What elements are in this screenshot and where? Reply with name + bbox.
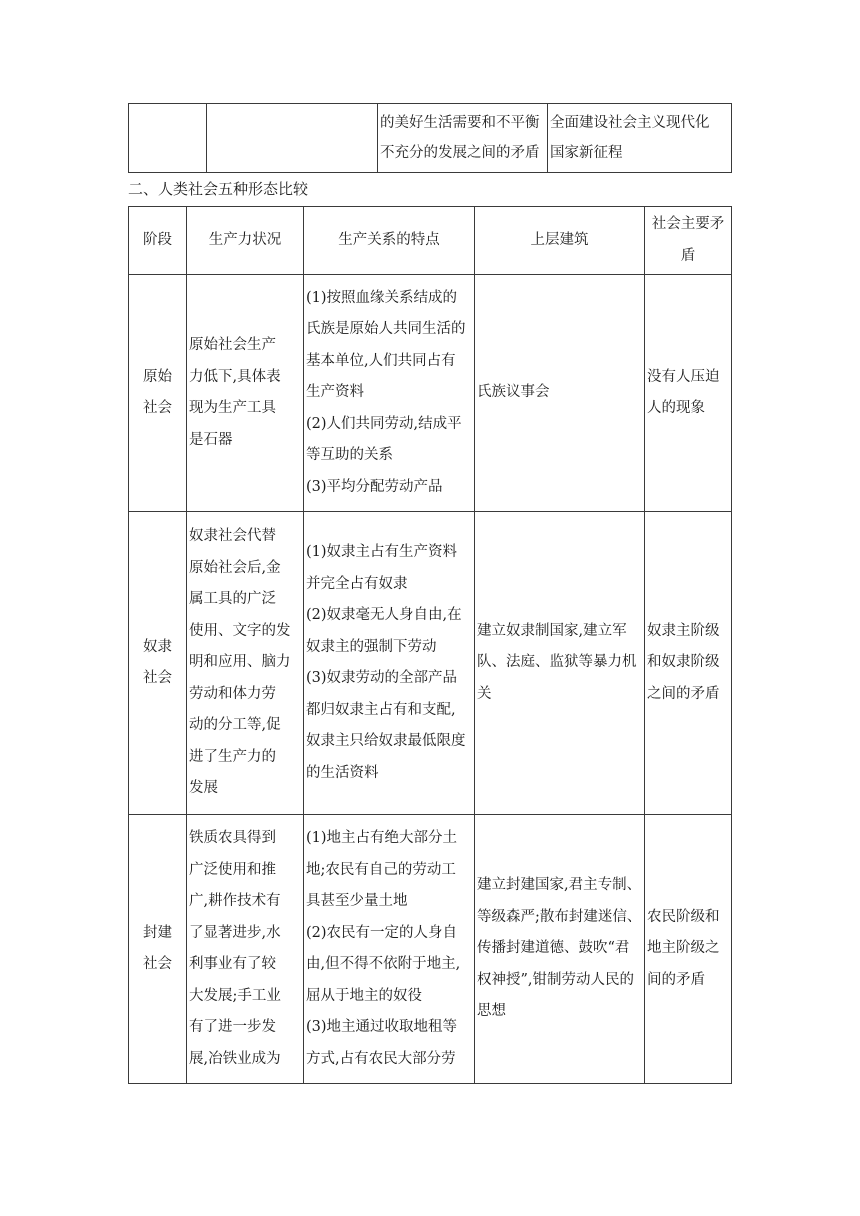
stage-cell: 封建 社会 [129, 815, 187, 1084]
table-row [129, 275, 732, 512]
stage-cell: 奴隶 社会 [129, 512, 187, 815]
productivity-cell: 奴隶社会代替 原始社会后,金 属工具的广泛 使用、文字的发 明和应用、脑力 劳动和体力劳 动的分工等,促 进了生产力的 发展 [187, 512, 304, 815]
contradiction-cell: 农民阶级和 地主阶级之 间的矛盾 [645, 815, 732, 1084]
society-comparison-table [128, 206, 732, 1084]
table-row [129, 104, 732, 173]
productivity-cell: 原始社会生产 力低下,具体表 现为生产工具 是石器 [187, 275, 304, 512]
header-stage: 阶段 [129, 207, 187, 275]
superstructure-cell: 氏族议事会 [475, 275, 645, 512]
table-cell: 的美好生活需要和不平衡 不充分的发展之间的矛盾 [378, 104, 548, 173]
table-cell [129, 104, 207, 173]
header-relations: 生产关系的特点 [304, 207, 475, 275]
productivity-cell: 铁质农具得到 广泛使用和推 广,耕作技术有 了显著进步,水 利事业有了较 大发展;手工业 有了进一步发 展,冶铁业成为 [187, 815, 304, 1084]
table-cell: 全面建设社会主义现代化 国家新征程 [548, 104, 732, 173]
relations-cell: (1)地主占有绝大部分土 地;农民有自己的劳动工 具甚至少量土地 (2)农民有一定的人身自 由,但不得不依附于地主, 屈从于地主的奴役 (3)地主通过收取地租等 方式,占有农民大部分劳 [304, 815, 475, 1084]
section-heading: 二、人类社会五种形态比较 [128, 180, 309, 198]
superstructure-cell: 建立奴隶制国家,建立军 队、法庭、监狱等暴力机 关 [475, 512, 645, 815]
header-contradiction: 社会主要矛 盾 [645, 207, 732, 275]
table-cell [207, 104, 378, 173]
relations-cell: (1)按照血缘关系结成的 氏族是原始人共同生活的 基本单位,人们共同占有 生产资料 (2)人们共同劳动,结成平 等互助的关系 (3)平均分配劳动产品 [304, 275, 475, 512]
contradiction-cell: 奴隶主阶级 和奴隶阶级 之间的矛盾 [645, 512, 732, 815]
superstructure-cell: 建立封建国家,君主专制、 等级森严;散布封建迷信、 传播封建道德、鼓吹“君 权神授”,钳制劳动人民的 思想 [475, 815, 645, 1084]
contradiction-cell: 没有人压迫 人的现象 [645, 275, 732, 512]
previous-table-continuation [128, 103, 732, 173]
table-row [129, 815, 732, 1084]
table-header-row [129, 207, 732, 275]
header-superstructure: 上层建筑 [475, 207, 645, 275]
table-row [129, 512, 732, 815]
header-productivity: 生产力状况 [187, 207, 304, 275]
relations-cell: (1)奴隶主占有生产资料 并完全占有奴隶 (2)奴隶毫无人身自由,在 奴隶主的强制下劳动 (3)奴隶劳动的全部产品 都归奴隶主占有和支配, 奴隶主只给奴隶最低限度 的生活资料 [304, 512, 475, 815]
stage-cell: 原始 社会 [129, 275, 187, 512]
